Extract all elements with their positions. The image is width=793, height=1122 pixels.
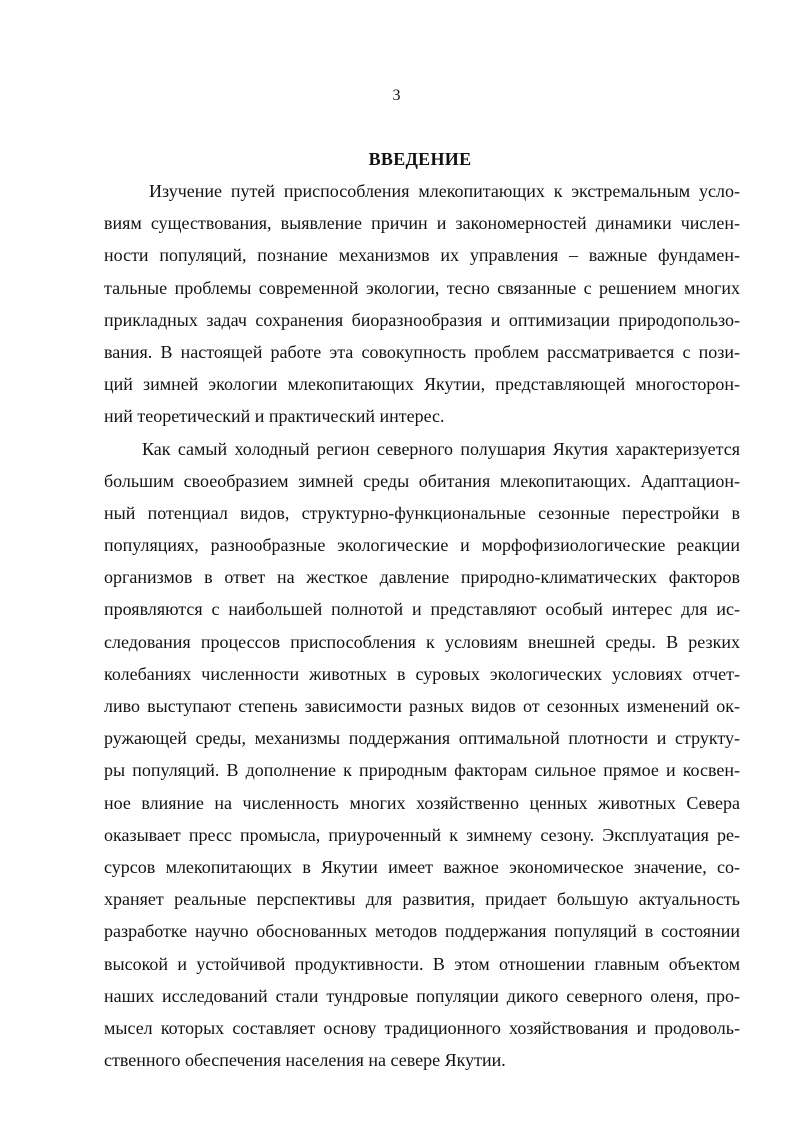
paragraph-1-line: ний теоретический и практический интерес. — [104, 406, 445, 427]
page-number: 3 — [392, 87, 401, 104]
paragraph-2-line: сурсов млекопитающих в Якутии имеет важное экономическое значение, со- — [104, 856, 740, 877]
paragraph-2-line: Как самый холодный регион северного полушария Якутия характеризуется — [142, 438, 740, 459]
paragraph-2-line: ры популяций. В дополнение к природным факторам сильное прямое и косвен- — [104, 760, 740, 781]
paragraph-2-line: наших исследований стали тундровые популяции дикого северного оленя, про- — [104, 985, 740, 1006]
paragraph-1-line: Изучение путей приспособления млекопитающих к экстремальным усло- — [149, 181, 740, 201]
body-text — [104, 175, 740, 1076]
paragraph-1-line: вания. В настоящей работе эта совокупность проблем рассматривается с пози- — [104, 341, 740, 362]
paragraph-1-line: прикладных задач сохранения биоразнообразия и оптимизации природопользо- — [104, 309, 740, 330]
paragraph-2-line: популяциях, разнообразные экологические и морфофизиологические реакции — [104, 535, 740, 556]
paragraph-2-line: оказывает пресс промысла, приуроченный к зимнему сезону. Эксплуатация ре- — [104, 824, 740, 845]
paragraph-2-line: разработке научно обоснованных методов поддержания популяций в состоянии — [104, 921, 740, 942]
paragraph-2-line: высокой и устойчивой продуктивности. В этом отношении главным объектом — [104, 953, 740, 974]
paragraph-2-line: ственного обеспечения населения на севере Якутии. — [104, 1050, 506, 1071]
paragraph-2-line: следования процессов приспособления к условиям внешней среды. В резких — [104, 631, 740, 652]
paragraph-1-line: виям существования, выявление причин и закономерностей динамики числен- — [104, 213, 740, 234]
paragraph-1-line: тальные проблемы современной экологии, тесно связанные с решением многих — [104, 277, 740, 298]
paragraph-2-line: храняет реальные перспективы для развития, придает большую актуальность — [104, 889, 740, 910]
paragraph-1-line: ности популяций, познание механизмов их управления – важные фундамен- — [104, 245, 740, 266]
paragraph-2-line: большим своеобразием зимней среды обитания млекопитающих. Адаптацион- — [104, 470, 740, 491]
paragraph-1-line: ций зимней экологии млекопитающих Якутии, представляющей многосторон- — [104, 374, 740, 395]
paragraph-2-line: мысел которых составляет основу традиционного хозяйствования и продоволь- — [104, 1017, 740, 1038]
paragraph-2-line: колебаниях численности животных в суровых экологических условиях отчет- — [104, 663, 740, 684]
paragraph-2-line: ный потенциал видов, структурно-функциональные сезонные перестройки в — [104, 502, 740, 523]
paragraph-2-line: проявляются с наибольшей полнотой и представляют особый интерес для ис- — [104, 599, 740, 620]
paragraph-2-line: организмов в ответ на жесткое давление природно-климатических факторов — [104, 567, 740, 588]
section-heading: ВВЕДЕНИЕ — [368, 149, 472, 169]
paragraph-2-line: ливо выступают степень зависимости разных видов от сезонных изменений ок- — [104, 696, 740, 716]
paragraph-2-line: ное влияние на численность многих хозяйственно ценных животных Севера — [104, 792, 740, 813]
paragraph-2-line: ружающей среды, механизмы поддержания оптимальной плотности и структу- — [104, 728, 740, 749]
